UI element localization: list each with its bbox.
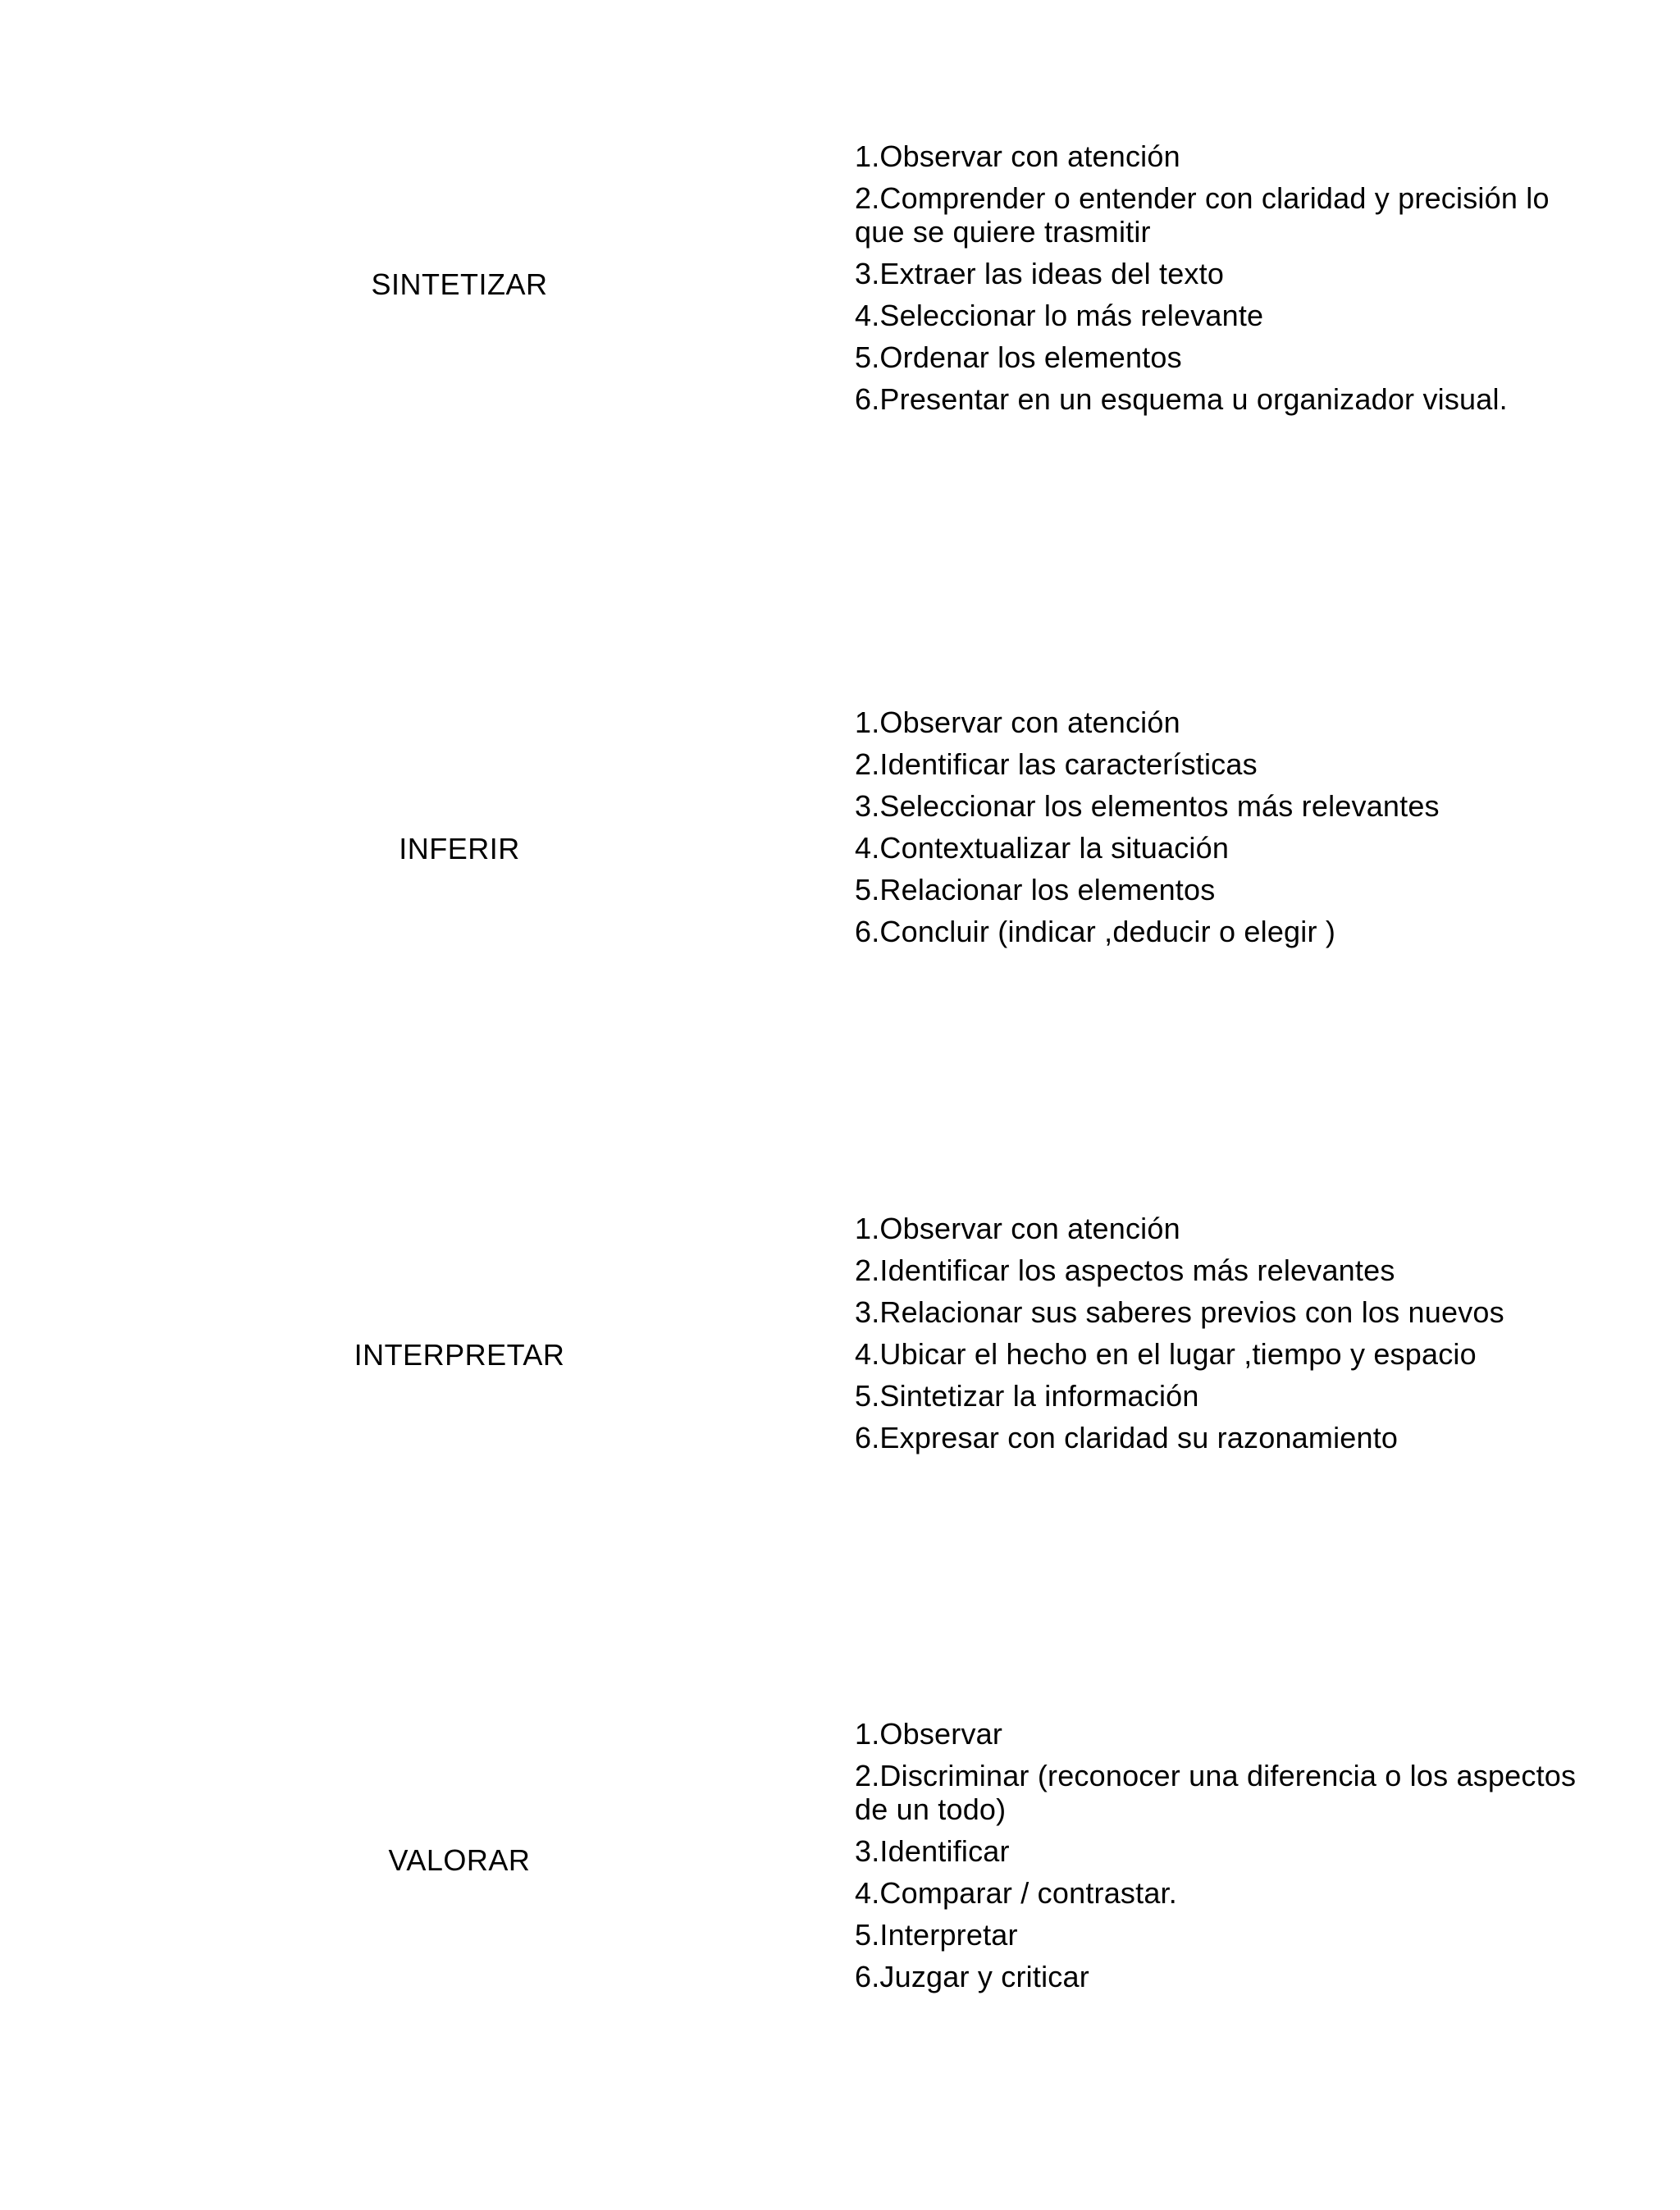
steps-list: [855, 139, 1577, 424]
step-item: 6.Juzgar y criticar: [855, 1960, 1089, 1993]
step-item: 6.Expresar con claridad su razonamiento: [855, 1421, 1399, 1454]
step-item: 3.Seleccionar los elementos más relevantes: [855, 789, 1440, 823]
section-title: INFERIR: [399, 832, 520, 865]
step-item: 2.Discriminar (reconocer una diferencia o los aspectos de un todo): [855, 1759, 1577, 1826]
step-item: 5.Sintetizar la información: [855, 1379, 1199, 1413]
step-item: 1.Observar con atención: [855, 705, 1180, 739]
step-item: 5.Relacionar los elementos: [855, 873, 1216, 906]
steps-list: [855, 705, 1577, 957]
step-item: 3.Extraer las ideas del texto: [855, 257, 1225, 290]
step-item: 6.Concluir (indicar ,deducir o elegir ): [855, 915, 1336, 948]
step-item: 6.Presentar en un esquema u organizador visual.: [855, 382, 1508, 416]
step-item: 4.Ubicar el hecho en el lugar ,tiempo y espacio: [855, 1337, 1477, 1371]
steps-list: [855, 1717, 1577, 2002]
step-item: 1.Observar con atención: [855, 1212, 1180, 1245]
steps-list: [855, 1212, 1577, 1463]
step-item: 1.Observar: [855, 1717, 1003, 1751]
step-item: 3.Relacionar sus saberes previos con los nuevos: [855, 1295, 1504, 1329]
section-title: SINTETIZAR: [371, 267, 548, 301]
step-item: 2.Comprender o entender con claridad y precisión lo que se quiere trasmitir: [855, 181, 1550, 249]
step-item: 4.Comparar / contrastar.: [855, 1876, 1177, 1910]
step-item: 2.Identificar las características: [855, 747, 1258, 781]
section-title: VALORAR: [388, 1843, 531, 1877]
step-item: 4.Contextualizar la situación: [855, 831, 1230, 865]
section-title: INTERPRETAR: [354, 1338, 565, 1372]
step-item: 1.Observar con atención: [855, 139, 1180, 173]
step-item: 5.Interpretar: [855, 1918, 1018, 1952]
step-item: 3.Identificar: [855, 1834, 1010, 1868]
step-item: 5.Ordenar los elementos: [855, 340, 1182, 374]
step-item: 2.Identificar los aspectos más relevantes: [855, 1253, 1395, 1287]
step-item: 4.Seleccionar lo más relevante: [855, 299, 1264, 332]
